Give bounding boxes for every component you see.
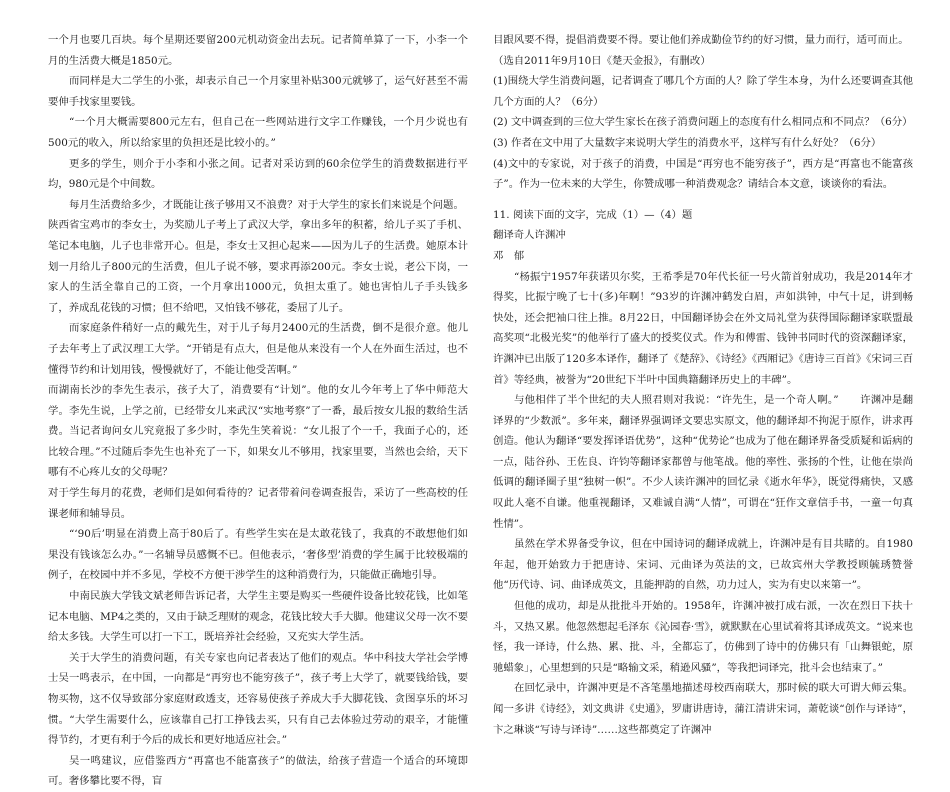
paragraph: 而湖南长沙的李先生表示，孩子大了，消费要有“计划”。他的女儿今年考上了华中师范大学。李先生说，上学之前，已经带女儿来武汉“实地考察”了一番，最后按女儿报的数给生活费。当记者询问女儿究竟报了多少时，李先生笑着说：“女儿报了个一千，我面子心的，还比较合理。”不过随后李先生也补充了一下，如果女儿不够用，找家里要，当然也会给，天下哪有不心疼儿女的父母呢？ (48, 384, 468, 479)
right-column (493, 30, 913, 736)
paragraph: “一个月大概需要800元左右，但自己在一些网站进行文字工作赚钱，一个月少说也有500元的收入，所以给家里的负担还是比较小的。” (48, 116, 468, 149)
paragraph: 但他的成功，却是从批批斗开始的。1958年，许渊冲被打成右派，一次在烈日下扶十斗，又热又累。他忽然想起毛泽东《沁园春·雪》，就默默在心里试着将其译成英文。“说来也怪，我一译诗，什么热、累、批、斗，全都忘了，仿佛到了诗中的仿佛只有「山舞银蛇，原驰蜡象」，心里想到的只是“略输文采，稍逊风骚”，等我把词译完，批斗会也结束了。” (493, 600, 913, 674)
paragraph: 关于大学生的消费问题，有关专家也向记者表达了他们的观点。华中科技大学社会学博士吴一鸣表示，在中国，一向都是“再穷也不能穷孩子”，孩子考上大学了，就要钱给钱，要物买物，这不仅导致部分家庭财政透支，还容易使孩子养成大手大脚花钱、贪图享乐的坏习惯。“大学生需要什么，应该靠自己打工挣钱去买，只有自己去体验过劳动的艰辛，才能懂得节约，才更有利于今后的成长和更好地适应社会。” (48, 651, 468, 747)
question-2: (2) 文中调查到的三位大学生家长在孩子消费问题上的态度有什么相同点和不同点？（6分） (493, 116, 913, 129)
paragraph: 一个月也要几百块。每个星期还要留200元机动资金出去玩。记者简单算了一下，小李一个月的生活费大概是1850元。 (48, 34, 468, 67)
paragraph: 目跟风要不得，提倡消费要不得。要让他们养成勤俭节约的好习惯，量力而行，适可而止。 (493, 34, 909, 46)
question-3: (3) 作者在文中用了大量数字来说明大学生的消费水平，这样写有什么好处？（6分） (493, 136, 882, 149)
paragraph: 吴一鸣建议，应借鉴西方“再富也不能富孩子”的做法，给孩子营造一个适合的环境即可。奢侈攀比要不得，盲 (48, 754, 468, 788)
paragraph: 每月生活费给多少，才既能让孩子够用又不浪费？对于大学生的家长们来说是个问题。 (69, 198, 464, 211)
paragraph: 更多的学生，则介于小李和小张之间。记者对采访到的60余位学生的消费数据进行平均，980元是个中间数。 (48, 157, 468, 191)
paragraph: 陕西省宝鸡市的李女士，为奖励儿子考上了武汉大学，拿出多年的积蓄，给儿子买了手机、笔记本电脑，儿子也非常开心。但是，李女士又担心起来——因为儿子的生活费。她原本计划一月给儿子800元的生活费，但儿子说不够，要求再添200元。李女士说，老公下岗，一家人的生活全靠自己的工资，一个月拿出1000元，负担太重了。她也害怕儿子手头钱多了，养成乱花钱的习惯；但不给吧，又怕钱不够花，委屈了儿子。 (48, 219, 468, 314)
paragraph: 虽然在学术界备受争议，但在中国诗词的翻译成就上，许渊冲是有目共睹的。自1980年起，他开始致力于把唐诗、宋词、元曲译为英法的文，已故宾州大学教授顾毓琇赞誉他“历代诗、词、曲译成英文，且能押韵的自然，功力过人，实为有史以来第一”。 (493, 538, 913, 592)
question-11-header: 11. 阅读下面的文字，完成（1）—（4）题 (493, 208, 693, 221)
question-4: (4)文中的专家说，对于孩子的消费，中国是“再穷也不能穷孩子”，西方是“再富也不能富孩子”。作为一位未来的大学生，你赞成哪一种消费观念？请结合本文意，谈谈你的看法。 (493, 157, 913, 191)
paragraph: 中南民族大学钱文斌老师告诉记者，大学生主要是购买一些硬件设备比较花钱，比如笔记本电脑、MP4之类的，又由于缺乏理财的观念，花钱比较大手大脚。他建议父母一次不要给太多钱。大学生可以打一下工，既培养社会经验，又充实大学生活。 (48, 590, 468, 644)
article-author: 邓 郁 (493, 249, 525, 262)
paragraph: 在回忆录中，许渊冲更是不吝笔墨地描述母校西南联大，那时候的联大可谓大师云集。闻一多讲《诗经》，刘文典讲《史通》，罗庸讲唐诗，蒲江清讲宋词，萧乾谈“创作与译诗”，卞之琳谈“写诗与译诗”……这些都奠定了许渊冲 (493, 682, 913, 736)
left-column (48, 30, 468, 788)
question-1: (1)围绕大学生消费问题，记者调查了哪几个方面的人？除了学生本身，为什么还要调查其他几个方面的人？（6分） (493, 75, 913, 108)
paragraph: 而家庭条件稍好一点的戴先生，对于儿子每月2400元的生活费，倒不是很介意。他儿子去年考上了武汉理工大学。“开销是有点大，但是他从来没有一个人在外面生活过，也不懂得节约和计划用钱，慢慢就好了，不能让他受苦啊。” (48, 322, 468, 376)
spacer (493, 195, 913, 205)
paragraph: 而同样是大二学生的小张，却表示自己一个月家里补贴300元就够了，运气好甚至不需要伸手找家里要钱。 (48, 75, 468, 108)
source-citation: （选自2011年9月10日《楚天金报》，有删改） (493, 54, 711, 67)
paragraph: “杨振宁1957年获诺贝尔奖，王希季是70年代长征一号火箭首射成功，我是2014年才得奖，比振宁晚了七十(多)年啊！”93岁的许渊冲鹤发白眉，声如洪钟，中气十足，讲到畅快处，还会把袖口往上推。8月22日，中国翻译协会在外文局礼堂为获得国际翻译家联盟最高奖项“北极光奖”的他举行了盛大的授奖仪式。作为和傅雷、钱钟书同时代的资深翻译家，许渊冲已出版了120多本译作，翻译了《楚辞》、《诗经》《西厢记》《唐诗三百首》《宋词三百首》等经典，被誉为“20世纪下半叶中国典籍翻译历史上的丰碑”。 (493, 270, 913, 386)
paragraph: 与他相伴了半个世纪的夫人照君则对我说：“许先生，是一个奇人啊。” 许渊冲是翻译界的“少数派”。多年来，翻译界强调译文要忠实原文，他的翻译却不拘泥于原作，讲求再创造。他认为翻译“要发挥译语优势”，这种“优势论”也成为了他在翻译界备受质疑和诟病的一点，陆谷孙、王佐良、许钧等翻译家都曾与他笔战。他的率性、张扬的个性，让他在崇尚低调的翻译圈子里“独树一帜”。不少人读许渊冲的回忆录《逝水年华》，既觉得痛快，又感叹此人毫不自谦。他重视翻译，又难诚自满“人情”，可谓在“狂作文章信手书，一童一句真性情”。 (493, 394, 913, 530)
paragraph: “‘90后’明显在消费上高于80后了。有些学生实在是太敢花钱了，我真的不敢想他们如果没有钱该怎么办。”一名辅导员感慨不已。但他表示，‘奢侈型’消费的学生属于比较极端的例子，在校园中并不多见，学校不方便干涉学生的这种消费行为，只能做正确地引导。 (48, 528, 468, 582)
article-title: 翻译奇人许渊冲 (493, 229, 566, 242)
paragraph: 对于学生每月的花费，老师们是如何看待的？记者带着问卷调查报告，采访了一些高校的任课老师和辅导员。 (48, 487, 468, 520)
